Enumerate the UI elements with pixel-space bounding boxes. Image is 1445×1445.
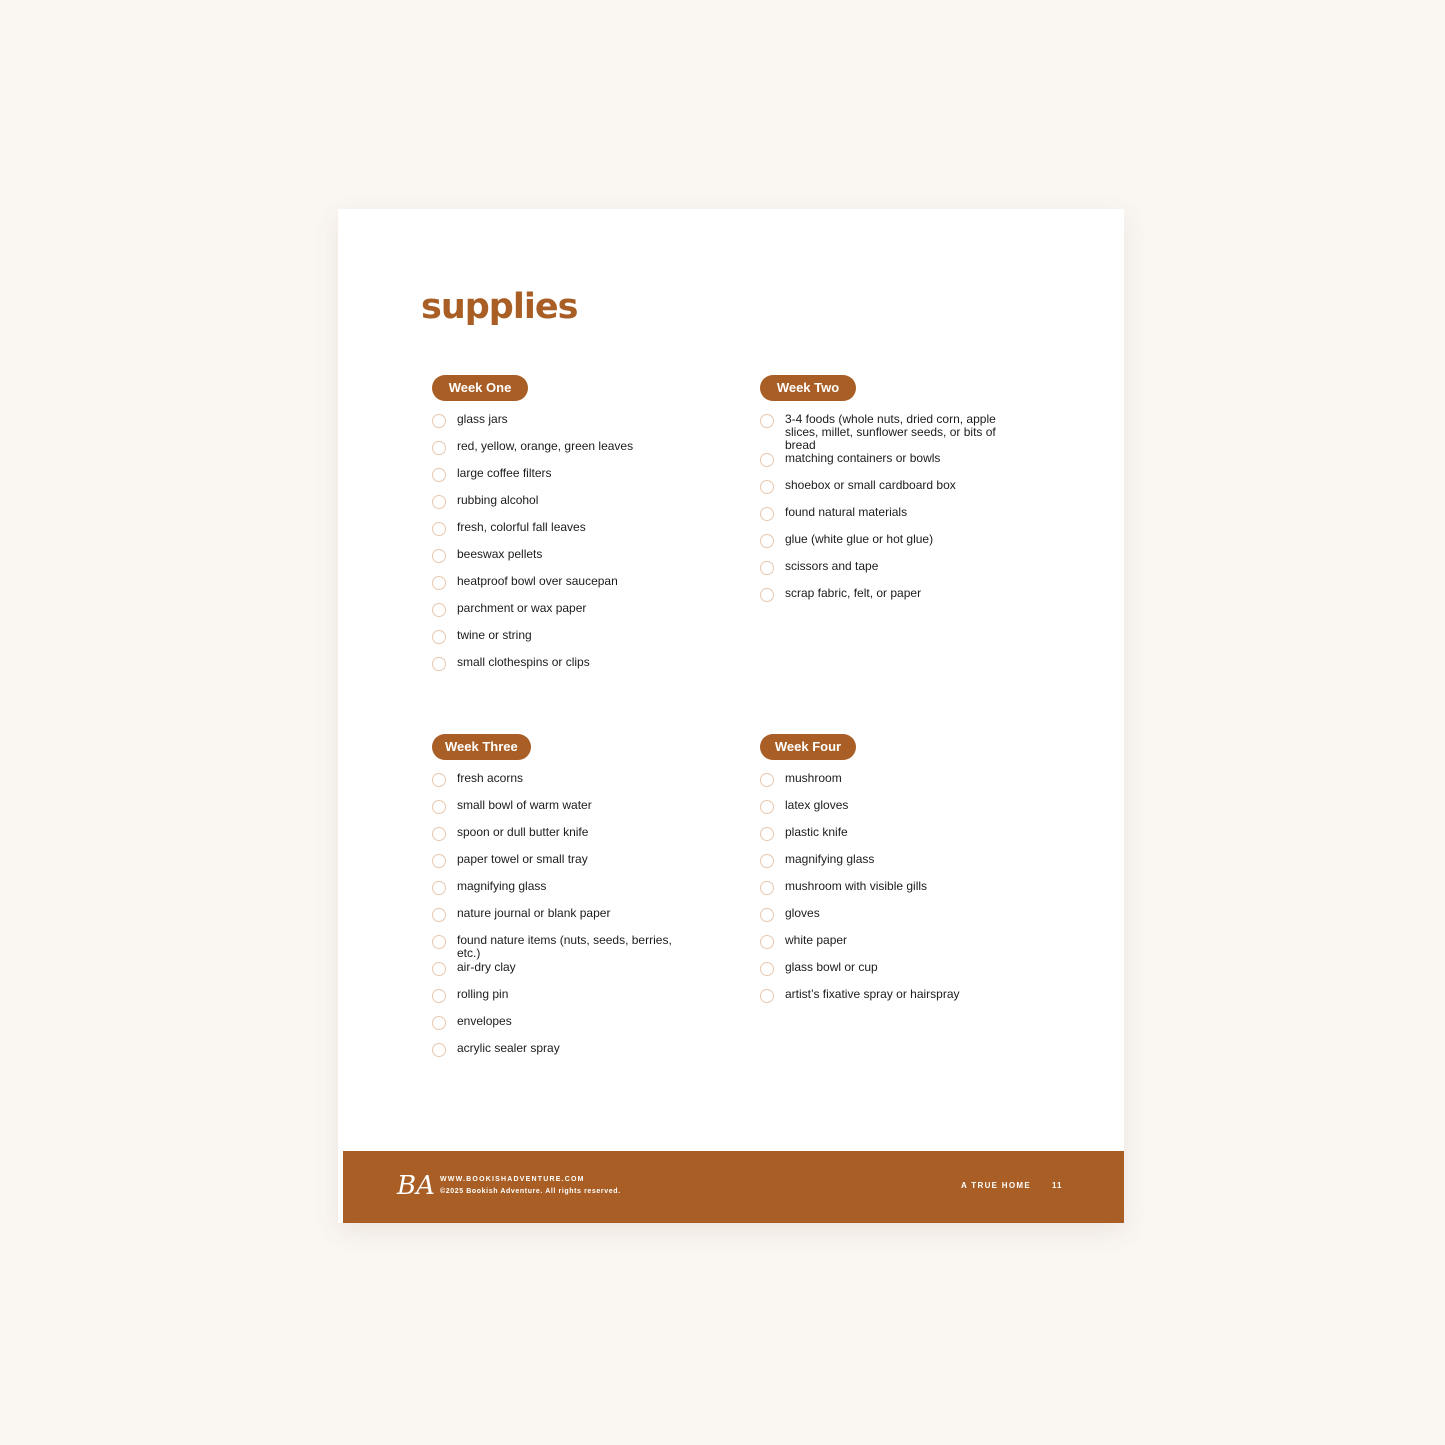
checklist-item[interactable] [760,413,1060,452]
checklist-item[interactable] [432,440,732,467]
page-title: supplies [421,287,578,327]
checkbox-circle-icon[interactable] [760,827,774,841]
checkbox-circle-icon[interactable] [432,549,446,563]
checklist-item-label: plastic knife [785,825,848,839]
checklist-item-label: scissors and tape [785,559,879,573]
checklist-item-label: magnifying glass [785,852,875,866]
checklist-item-label: beeswax pellets [457,547,543,561]
checkbox-circle-icon[interactable] [432,935,446,949]
week-four-section [760,734,1060,1015]
checkbox-circle-icon[interactable] [432,630,446,644]
checklist-item[interactable] [432,467,732,494]
checklist-item-label: rolling pin [457,987,509,1001]
page-number: 11 [1052,1181,1063,1190]
checkbox-circle-icon[interactable] [432,773,446,787]
checklist-item[interactable] [432,521,732,548]
checklist-item-label: white paper [785,933,848,947]
checklist-item[interactable] [760,799,1060,826]
checkbox-circle-icon[interactable] [760,773,774,787]
checklist-item[interactable] [760,452,1060,479]
checklist-item[interactable] [432,988,732,1015]
checkbox-circle-icon[interactable] [760,507,774,521]
checklist-item-label: heatproof bowl over saucepan [457,574,618,588]
checklist-item-label: envelopes [457,1014,512,1028]
checkbox-circle-icon[interactable] [432,522,446,536]
checkbox-circle-icon[interactable] [760,453,774,467]
checklist-item[interactable] [432,629,732,656]
checklist-item-label: nature journal or blank paper [457,906,611,920]
checklist-item[interactable] [432,772,732,799]
checklist-item-label: red, yellow, orange, green leaves [457,439,634,453]
checkbox-circle-icon[interactable] [760,480,774,494]
checklist-item-label: parchment or wax paper [457,601,587,615]
checklist-item-label: large coffee filters [457,466,552,480]
checklist-item[interactable] [432,413,732,440]
checklist-item-label: paper towel or small tray [457,852,588,866]
checkbox-circle-icon[interactable] [432,962,446,976]
checklist-item[interactable] [760,772,1060,799]
checklist-item[interactable] [432,602,732,629]
week-one-checklist [432,413,732,683]
checklist-item[interactable] [760,479,1060,506]
document-page [338,209,1124,1223]
checkbox-circle-icon[interactable] [760,414,774,428]
checklist-item-label: found nature items (nuts, seeds, berries, etc.) [457,933,672,960]
week-two-checklist [760,413,1060,614]
checklist-item-label: shoebox or small cardboard box [785,478,956,492]
week-one-section [432,375,732,683]
week-four-checklist [760,772,1060,1015]
checklist-item-label: fresh acorns [457,771,524,785]
checklist-item-label: fresh, colorful fall leaves [457,520,586,534]
checklist-item-label: gloves [785,906,820,920]
checkbox-circle-icon[interactable] [432,908,446,922]
week-two-section [760,375,1060,614]
checklist-item[interactable] [432,934,732,961]
checklist-item[interactable] [760,907,1060,934]
checklist-item-label: magnifying glass [457,879,547,893]
website-link[interactable]: WWW.BOOKISHADVENTURE.COM [440,1176,585,1183]
page-footer [343,1151,1124,1223]
checklist-item[interactable] [760,533,1060,560]
checklist-item[interactable] [760,560,1060,587]
checklist-item[interactable] [432,961,732,988]
week-two-label: Week Two [760,375,856,401]
checklist-item-label: rubbing alcohol [457,493,539,507]
week-three-label: Week Three [432,734,531,760]
checklist-item[interactable] [760,587,1060,614]
checkbox-circle-icon[interactable] [760,854,774,868]
checklist-item-label: mushroom with visible gills [785,879,928,893]
checklist-item[interactable] [432,575,732,602]
checklist-item[interactable] [760,988,1060,1015]
checkbox-circle-icon[interactable] [760,935,774,949]
checkbox-circle-icon[interactable] [760,962,774,976]
checkbox-circle-icon[interactable] [760,800,774,814]
brand-logo: BA [397,1171,435,1201]
checklist-item-label: scrap fabric, felt, or paper [785,586,922,600]
checklist-item[interactable] [432,907,732,934]
checklist-item[interactable] [760,506,1060,533]
checklist-item-label: small bowl of warm water [457,798,592,812]
checklist-item[interactable] [432,1042,732,1069]
checklist-item[interactable] [760,826,1060,853]
checkbox-circle-icon[interactable] [432,800,446,814]
checklist-item-label: found natural materials [785,505,908,519]
checkbox-circle-icon[interactable] [432,657,446,671]
checklist-item-label: air-dry clay [457,960,516,974]
checkbox-circle-icon[interactable] [432,495,446,509]
checklist-item[interactable] [432,853,732,880]
checkbox-circle-icon[interactable] [432,881,446,895]
week-four-label: Week Four [760,734,856,760]
checklist-item-label: spoon or dull butter knife [457,825,589,839]
checklist-item-label: small clothespins or clips [457,655,590,669]
checklist-item-label: mushroom [785,771,842,785]
checklist-item[interactable] [760,880,1060,907]
chapter-title: A TRUE HOME [961,1181,1032,1190]
checklist-item[interactable] [760,961,1060,988]
checkbox-circle-icon[interactable] [760,534,774,548]
checkbox-circle-icon[interactable] [432,827,446,841]
checklist-item-label: glass bowl or cup [785,960,878,974]
checkbox-circle-icon[interactable] [432,468,446,482]
checklist-item[interactable] [760,934,1060,961]
checkbox-circle-icon[interactable] [760,881,774,895]
checkbox-circle-icon[interactable] [432,1043,446,1057]
checkbox-circle-icon[interactable] [760,989,774,1003]
checklist-item[interactable] [760,853,1060,880]
checklist-item[interactable] [432,548,732,575]
checklist-item-label: twine or string [457,628,532,642]
checkbox-circle-icon[interactable] [432,854,446,868]
checklist-item-label: artist’s fixative spray or hairspray [785,987,960,1001]
checkbox-circle-icon[interactable] [432,1016,446,1030]
checklist-item[interactable] [432,880,732,907]
checkbox-circle-icon[interactable] [432,441,446,455]
checkbox-circle-icon[interactable] [432,989,446,1003]
checklist-item[interactable] [432,799,732,826]
checklist-item-label: glue (white glue or hot glue) [785,532,934,546]
checkbox-circle-icon[interactable] [760,588,774,602]
checkbox-circle-icon[interactable] [760,561,774,575]
checklist-item-label: matching containers or bowls [785,451,941,465]
checklist-item[interactable] [432,826,732,853]
checklist-item-label: glass jars [457,412,508,426]
checklist-item[interactable] [432,494,732,521]
checkbox-circle-icon[interactable] [432,576,446,590]
checklist-item[interactable] [432,1015,732,1042]
checklist-item-label: 3-4 foods (whole nuts, dried corn, apple slices, millet, sunflower seeds, or bits of bread [785,412,996,452]
checkbox-circle-icon[interactable] [760,908,774,922]
checkbox-circle-icon[interactable] [432,603,446,617]
checkbox-circle-icon[interactable] [432,414,446,428]
checklist-item-label: latex gloves [785,798,849,812]
checklist-item-label: acrylic sealer spray [457,1041,560,1055]
week-three-section [432,734,732,1069]
week-one-label: Week One [432,375,528,401]
week-three-checklist [432,772,732,1069]
checklist-item[interactable] [432,656,732,683]
copyright-notice: ©2025 Bookish Adventure. All rights reserved. [440,1188,621,1195]
